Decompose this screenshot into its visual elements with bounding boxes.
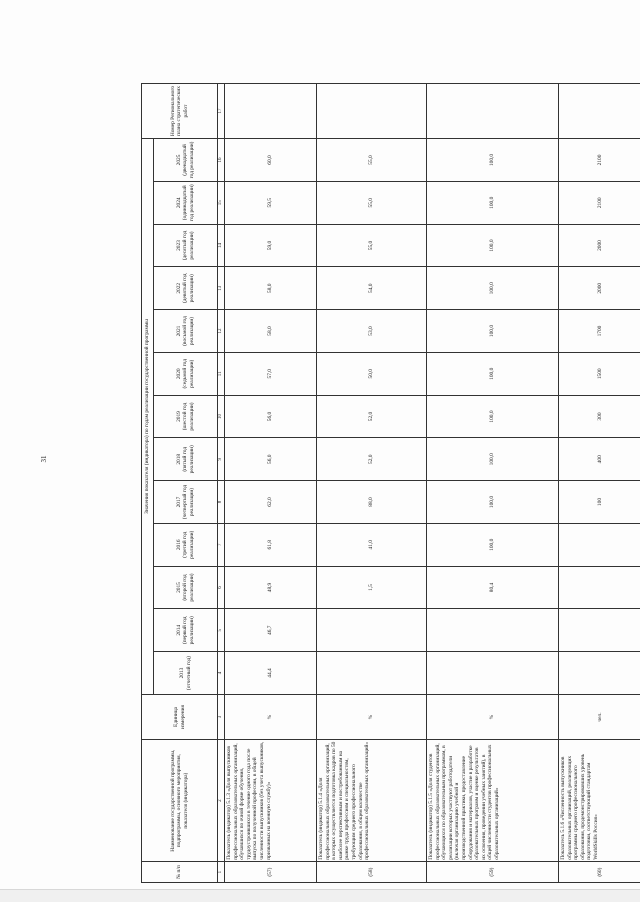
value-cell: 60,0 [225,139,317,182]
value-cell [559,609,640,652]
unit-cell: чел. [559,694,640,739]
header-year-note: (седьмой год реализации) [182,354,195,393]
column-number: 2 [218,740,225,862]
header-year-2016 [154,523,218,566]
table-body [225,84,640,883]
header-year-note: (двенадцатый год реализации) [182,141,195,180]
header-year-value: 2015 [176,568,183,607]
value-cell: 2100 [559,181,640,224]
header-year-value: 2021 [176,312,183,351]
header-unit: Единица измерения [142,694,218,739]
header-year-note: (восьмой год реализации) [182,312,195,351]
value-cell: 58,0 [225,267,317,310]
value-cell [427,609,559,652]
value-cell: 100,0 [427,481,559,524]
header-year-value: 2019 [176,397,183,436]
indicator-name: Показатель (индикатор) 5.1.3 «Доля выпускников профессиональных образовательных организаций, обучавшихся по очной форме обучения, трудоустроившихся в течение одного года после выпуска по полученной профессии, в общей численности выпускников (без учета выпускников, призванных на военную службу)» [225,740,317,862]
header-year-value: 2016 [176,525,183,564]
value-cell: 59,0 [225,224,317,267]
header-year-note: (девятый год реализации) [182,269,195,308]
value-cell: 52,0 [317,438,427,481]
column-number: 1 [218,862,225,883]
value-cell: 100,0 [427,267,559,310]
header-year-2021 [154,310,218,353]
row-number: (58) [317,862,427,883]
header-year-value: 2017 [176,483,183,522]
row-number: (57) [225,862,317,883]
value-cell: 55,0 [317,224,427,267]
column-number: 16 [218,139,225,182]
value-cell: 80,4 [427,566,559,609]
unit-cell: % [317,694,427,739]
value-cell: 59,5 [225,181,317,224]
value-cell: 100,0 [427,139,559,182]
header-year-note: (отчетный год) [186,654,193,693]
value-cell: 52,0 [317,395,427,438]
value-cell: 53,0 [317,310,427,353]
indicators-table-rotated [141,83,627,883]
column-number: 12 [218,310,225,353]
value-cell: 1500 [559,352,640,395]
header-group-title: Значения показателя (индикатора) по годам реализации государственной программы [142,139,154,695]
header-year-2022 [154,267,218,310]
value-cell: 100,0 [427,224,559,267]
column-number: 3 [218,694,225,739]
indicators-table [141,83,640,883]
header-year-2024 [154,181,218,224]
header-year-note: (десятый год реализации) [182,226,195,265]
value-cell [559,566,640,609]
value-cell [317,609,427,652]
value-cell: 56,0 [225,395,317,438]
header-year-2018 [154,438,218,481]
column-number: 7 [218,523,225,566]
value-cell: 2000 [559,224,640,267]
value-cell: 61,8 [225,523,317,566]
table-row [559,84,640,883]
header-plan: Номер Регионального плана стратегических работ [142,84,218,139]
header-num: № п/п [142,862,218,883]
value-cell [559,523,640,566]
indicator-name: Показатель (индикатор) 5.1.4 «Доля профессиональных образовательных организаций, в которых осуществляется подготовка кадров по 50 наиболее перспективным и востребованным на рынке труда профессиям и специальностям, требующим среднего профессионального образования, в общем количестве профессиональных образовательных организаций» [317,740,427,862]
unit-cell: % [225,694,317,739]
table-row [427,84,559,883]
header-year-value: 2013 [179,654,186,693]
header-year-note: (четвертый год реализации) [182,483,195,522]
value-cell: 41,0 [317,523,427,566]
header-year-value: 2023 [176,226,183,265]
header-year-note: (первый год реализации) [182,611,195,650]
value-cell: 100,0 [427,523,559,566]
value-cell [317,652,427,695]
table-row [317,84,427,883]
value-cell: 44,4 [225,652,317,695]
column-number: 14 [218,224,225,267]
table-row [225,84,317,883]
value-cell: 100,0 [427,395,559,438]
value-cell: 100,0 [427,438,559,481]
unit-cell: % [427,694,559,739]
column-number: 15 [218,181,225,224]
header-year-value: 2024 [176,183,183,222]
page-number: 31 [37,452,51,466]
header-year-note: (одиннадцатый год реализации) [182,183,195,222]
indicator-name: Показатель (индикатор) 5.1.5 «Доля студентов профессиональных образовательных организаций, обучающихся по образовательным программам, в реализации которых участвуют работодатели (включая организацию учебной и производственной практики, предоставление оборудования и материалов, участие в разработке образовательных программ и оценке результатов их освоения, проведении учебных занятий), в общей численности студентов профессиональных образовательных организаций» [427,740,559,862]
value-cell: 100,0 [427,352,559,395]
value-cell: 58,0 [225,310,317,353]
value-cell: 54,0 [317,267,427,310]
value-cell: 2100 [559,139,640,182]
value-cell: 46,7 [225,609,317,652]
value-cell: 55,0 [317,139,427,182]
header-year-note: (пятый год реализации) [182,440,195,479]
value-cell: 48,9 [225,566,317,609]
header-year-2015 [154,566,218,609]
value-cell: 55,0 [317,181,427,224]
column-number: 5 [218,609,225,652]
row-number: (60) [559,862,640,883]
plan-cell [317,84,427,139]
header-name: Наименование государственной программы, подпрограммы, основного мероприятия, показателя (индикатора) [142,740,218,862]
value-cell: 2000 [559,267,640,310]
header-year-2025 [154,139,218,182]
column-number: 10 [218,395,225,438]
value-cell: 88,0 [317,481,427,524]
header-year-note: (шестой год реализации) [182,397,195,436]
column-number: 6 [218,566,225,609]
header-year-note: (третий год реализации) [182,525,195,564]
header-year-value: 2025 [176,141,183,180]
header-year-2013 [154,652,218,695]
header-year-2019 [154,395,218,438]
indicator-name: Показатель 5.1.6 «Численность выпускников образовательных организаций, реализующих программы среднего профессионального образования, продемонстрировавших уровень подготовки, соответствующий стандартам WorldSkills Россия» [559,740,640,862]
column-number: 9 [218,438,225,481]
value-cell: 100,0 [427,310,559,353]
header-year-value: 2020 [176,354,183,393]
header-year-2023 [154,224,218,267]
column-number: 8 [218,481,225,524]
header-year-2017 [154,481,218,524]
value-cell: 300 [559,395,640,438]
header-year-value: 2018 [176,440,183,479]
plan-cell [427,84,559,139]
column-number: 4 [218,652,225,695]
column-number: 17 [218,84,225,139]
value-cell: 400 [559,438,640,481]
value-cell [427,652,559,695]
value-cell: 56,0 [225,438,317,481]
column-number: 11 [218,352,225,395]
header-year-value: 2014 [176,611,183,650]
plan-cell [225,84,317,139]
column-numbers-row [218,84,225,883]
value-cell: 1,5 [317,566,427,609]
column-number: 13 [218,267,225,310]
header-year-2014 [154,609,218,652]
value-cell: 100 [559,481,640,524]
value-cell: 50,0 [317,352,427,395]
scan-bottom-edge [0,889,640,902]
value-cell: 62,0 [225,481,317,524]
value-cell: 100,0 [427,181,559,224]
header-year-value: 2022 [176,269,183,308]
row-number: (59) [427,862,559,883]
value-cell: 1700 [559,310,640,353]
header-year-note: (второй год реализации) [182,568,195,607]
value-cell: 57,0 [225,352,317,395]
value-cell [559,652,640,695]
header-year-2020 [154,352,218,395]
plan-cell [559,84,640,139]
